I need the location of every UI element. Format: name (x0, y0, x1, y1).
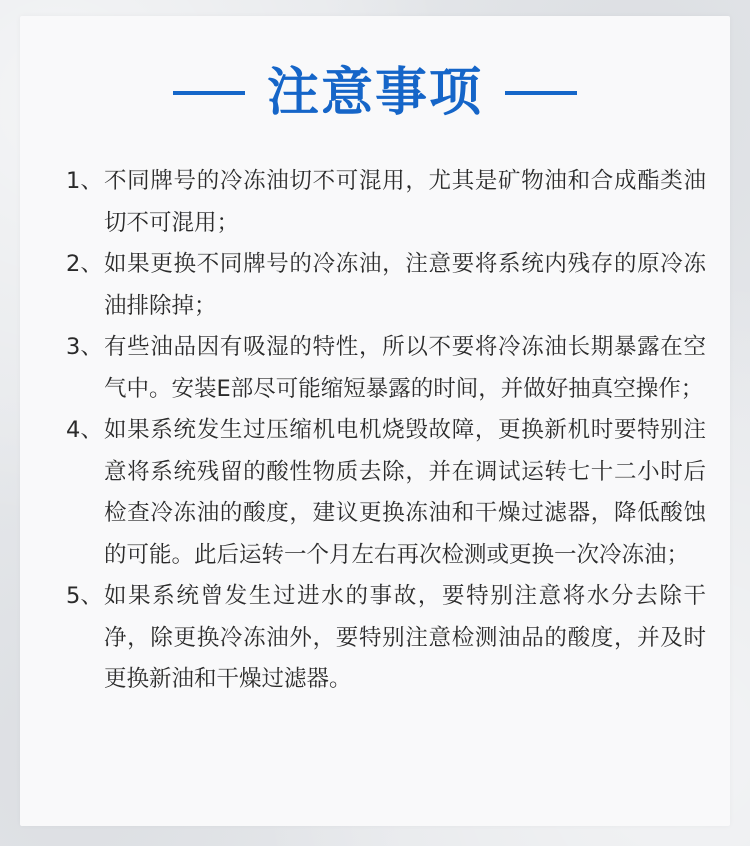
note-number: 1、 (66, 168, 103, 194)
notes-list (66, 161, 706, 701)
note-item-4 (66, 410, 706, 576)
note-text: 如果更换不同牌号的冷冻油，注意要将系统内残存的原冷冻油排除掉； (104, 251, 706, 319)
note-number: 4、 (66, 417, 103, 443)
note-item-2 (66, 244, 706, 327)
note-item-3 (66, 327, 706, 410)
note-text: 如果系统曾发生过进水的事故，要特别注意将水分去除干净，除更换冷冻油外，要特别注意检测油品的酸度，并及时更换新油和干燥过滤器。 (104, 583, 706, 692)
note-text: 有些油品因有吸湿的特性，所以不要将冷冻油长期暴露在空气中。安装E部尽可能缩短暴露的时间，并做好抽真空操作； (104, 334, 706, 402)
note-number: 3、 (66, 334, 103, 360)
page-title: 注意事项 (266, 63, 483, 123)
note-item-1 (66, 161, 706, 244)
note-text: 如果系统发生过压缩机电机烧毁故障，更换新机时要特别注意将系统残留的酸性物质去除，并在调试运转七十二小时后检查冷冻油的酸度，建议更换冻油和干燥过滤器，降低酸蚀的可能。此后运转一个月左右再次检测或更换一次冷冻油； (104, 417, 706, 568)
note-number: 5、 (66, 583, 103, 609)
title-right-rule (505, 91, 577, 95)
title-left-rule (173, 91, 245, 95)
note-number: 2、 (66, 251, 103, 277)
note-text: 不同牌号的冷冻油切不可混用，尤其是矿物油和合成酯类油切不可混用； (104, 168, 706, 236)
note-item-5 (66, 576, 706, 701)
title-row (0, 58, 750, 128)
